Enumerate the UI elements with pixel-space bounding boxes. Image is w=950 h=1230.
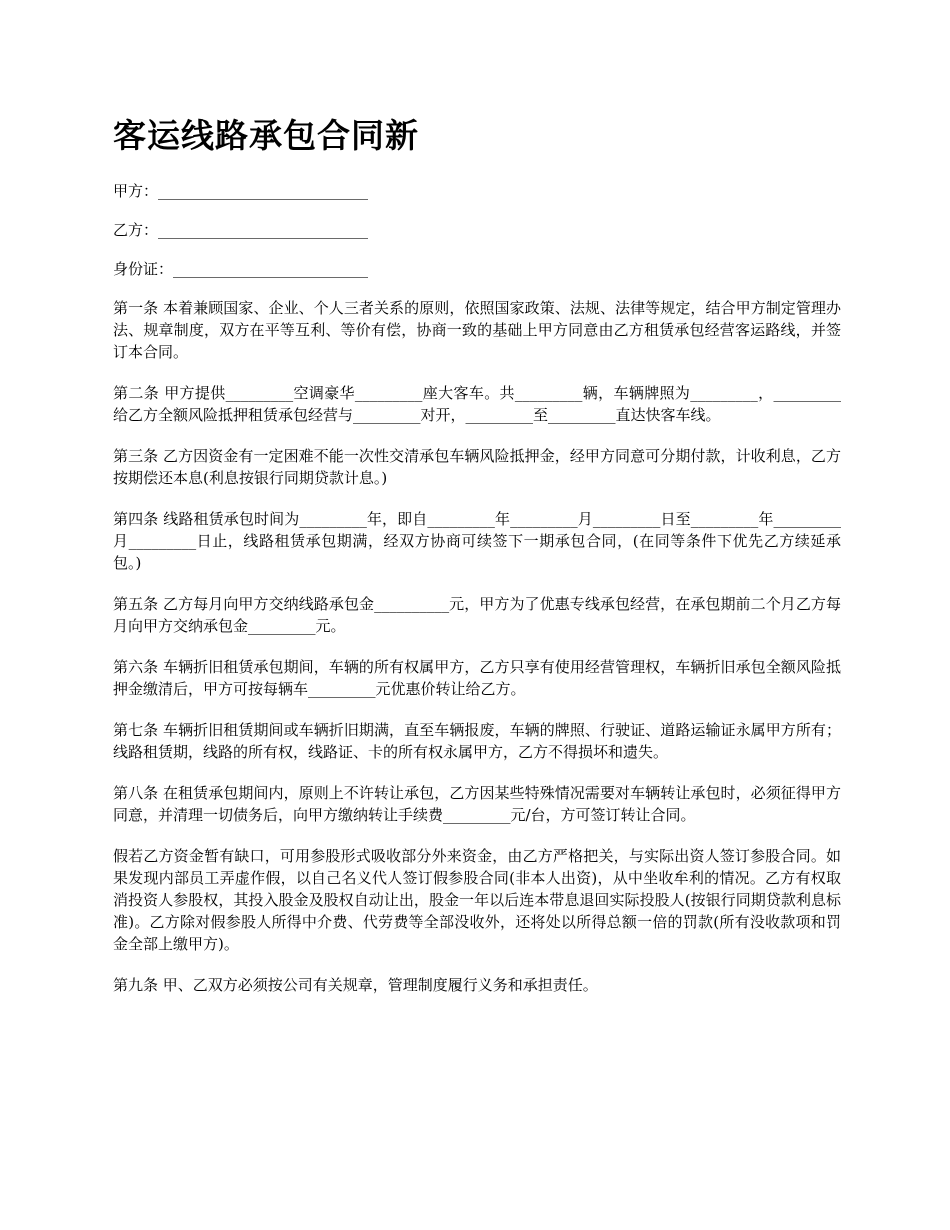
article-1: 第一条 本着兼顾国家、企业、个人三者关系的原则，依照国家政策、法规、法律等规定，结合甲方制定管理办法、规章制度，双方在平等互利、等价有偿，协商一致的基础上甲方同意由乙方租赁承包经营客运路线，并签订本合同。 bbox=[113, 299, 841, 361]
article-8-supplement: 假若乙方资金暂有缺口，可用参股形式吸收部分外来资金，由乙方严格把关，与实际出资人签订参股合同。如果发现内部员工弄虚作假，以自己名义代人签订假参股合同(非本人出资)，从中坐收牟利的情况。乙方有权取消投资人参股权，其投入股金及股权自动让出，股金一年以后连本带息退回实际投股人(按银行同期贷款利息标准)。乙方除对假参股人所得中介费、代劳费等全部没收外，还将处以所得总额一倍的罚款(所有没收款项和罚金全部上缴甲方)。 bbox=[113, 847, 841, 953]
article-7: 第七条 车辆折旧租赁期间或车辆折旧期满，直至车辆报废，车辆的牌照、行驶证、道路运输证永属甲方所有；线路租赁期，线路的所有权，线路证、卡的所有权永属甲方，乙方不得损坏和遗失。 bbox=[113, 721, 841, 761]
article-6: 第六条 车辆折旧租赁承包期间，车辆的所有权属甲方，乙方只享有使用经营管理权，车辆折旧承包全额风险抵押金缴清后，甲方可按每辆车_________元优惠价转让给乙方。 bbox=[113, 658, 841, 698]
article-9: 第九条 甲、乙双方必须按公司有关规章，管理制度履行义务和承担责任。 bbox=[113, 976, 598, 994]
article-8: 第八条 在租赁承包期间内，原则上不许转让承包，乙方因某些特殊情况需要对车辆转让承包时，必须征得甲方同意，并清理一切债务后，向甲方缴纳转让手续费_________元/台，方可签订转让合同。 bbox=[113, 784, 841, 824]
article-2: 第二条 甲方提供_________空调豪华_________座大客车。共_________辆，车辆牌照为_________，_________给乙方全额风险抵押租赁承包经营与_________对开，_________至_________直达快客车线。 bbox=[113, 384, 841, 424]
party-a-field: 甲方：____________________________ bbox=[113, 182, 369, 200]
document-title: 客运线路承包合同新 bbox=[113, 116, 419, 155]
party-b-field: 乙方：____________________________ bbox=[113, 221, 369, 239]
article-3: 第三条 乙方因资金有一定困难不能一次性交清承包车辆风险抵押金，经甲方同意可分期付款，计收利息，乙方按期偿还本息(利息按银行同期贷款计息。) bbox=[113, 447, 841, 487]
document-page bbox=[113, 112, 841, 1015]
id-card-field: 身份证：__________________________ bbox=[113, 260, 369, 278]
article-5: 第五条 乙方每月向甲方交纳线路承包金__________元，甲方为了优惠专线承包经营，在承包期前二个月乙方每月向甲方交纳承包金_________元。 bbox=[113, 595, 841, 635]
article-4: 第四条 线路租赁承包时间为_________年，即自_________年_________月_________日至_________年_________月_________日止，线路租赁承包期满，经双方协商可续签下一期承包合同，(在同等条件下优先乙方续延承包。) bbox=[113, 510, 841, 572]
